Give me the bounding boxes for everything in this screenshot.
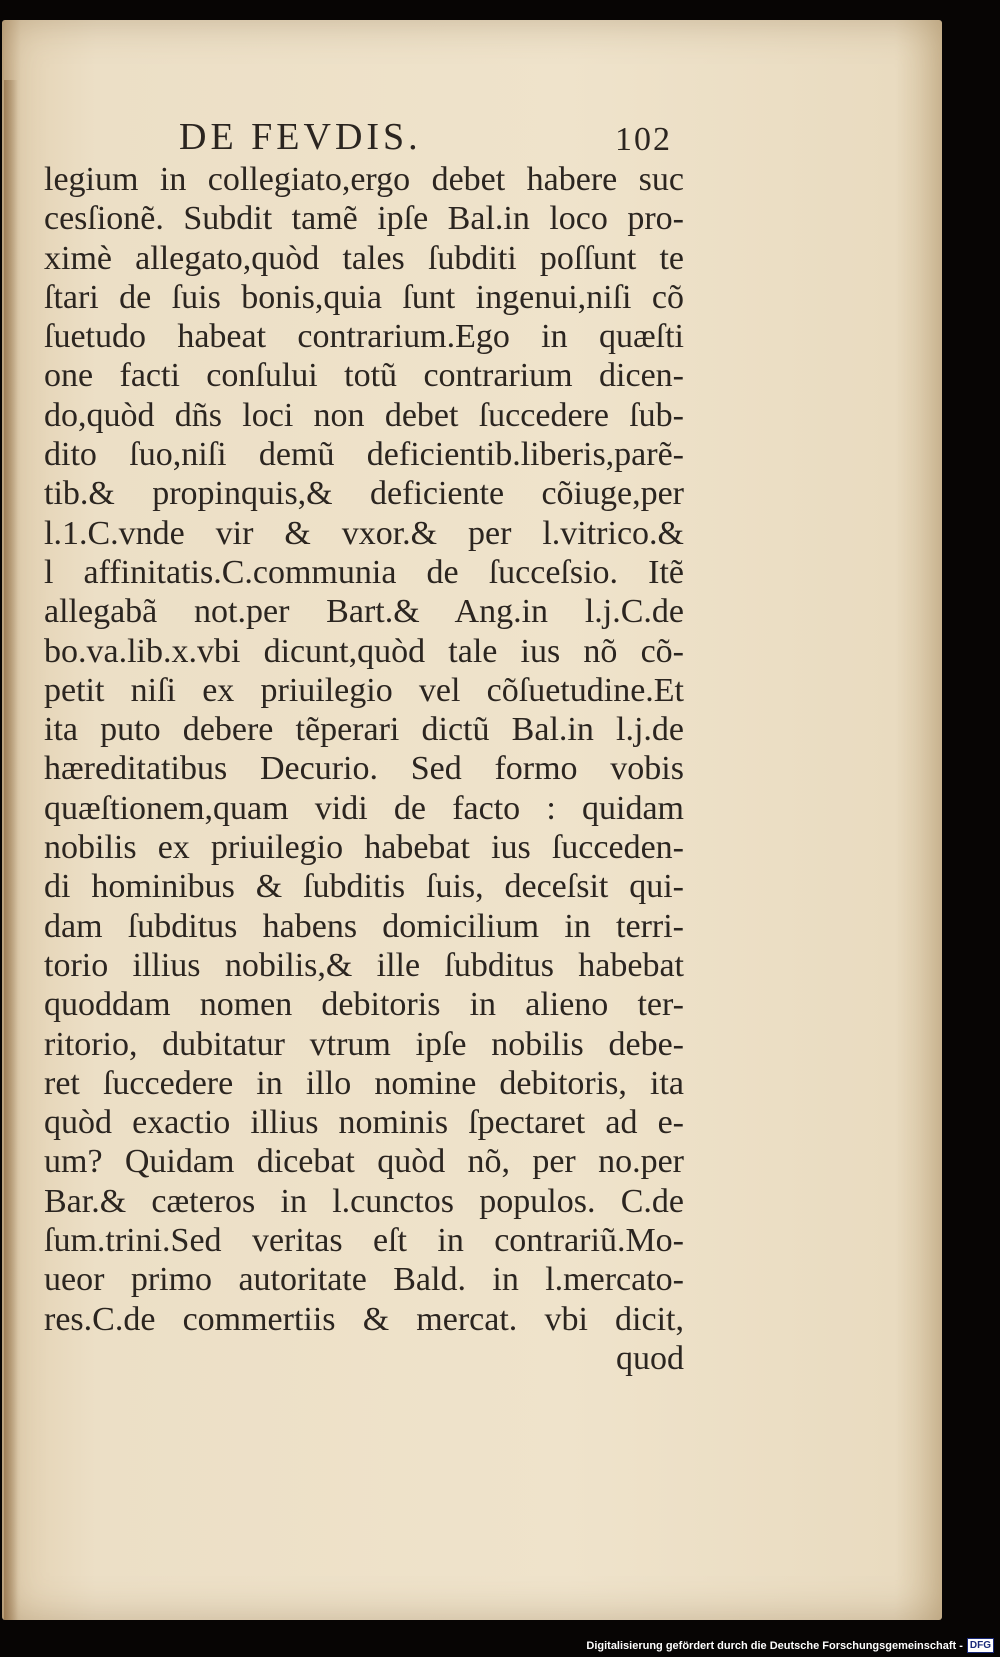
text-line: um? Quidam dicebat quòd nõ, per no.per: [44, 1143, 684, 1181]
footer-credit: Digitalisierung gefördert durch die Deutsche Forschungsgemeinschaft -: [586, 1639, 963, 1652]
text-line: petit niſi ex priuilegio vel cõſuetudine.Et: [44, 671, 684, 709]
digitization-footer: [586, 1638, 994, 1653]
text-line: res.C.de commertiis & mercat. vbi dicit,: [44, 1300, 684, 1338]
text-line: bo.va.lib.x.vbi dicunt,quòd tale ius nõ cõ-: [44, 632, 684, 670]
text-line: hæreditatibus Decurio. Sed formo vobis: [44, 750, 684, 788]
text-line: quæſtionem,quam vidi de facto : quidam: [44, 789, 684, 827]
text-line: l.1.C.vnde vir & vxor.& per l.vitrico.&: [44, 514, 684, 552]
text-line: allegabã not.per Bart.& Ang.in l.j.C.de: [44, 593, 684, 631]
text-line: ret ſuccedere in illo nomine debitoris, ita: [44, 1064, 684, 1102]
text-line: di hominibus & ſubditis ſuis, deceſsit qui-: [44, 868, 684, 906]
text-line: ſum.trini.Sed veritas eſt in contrariũ.Mo-: [44, 1222, 684, 1260]
dfg-logo: DFG: [967, 1638, 994, 1653]
running-title: DE FEVDIS.: [179, 116, 422, 158]
text-line: nobilis ex priuilegio habebat ius ſucceden-: [44, 829, 684, 867]
catchword: quod: [616, 1339, 684, 1377]
text-line: ſtari de ſuis bonis,quia ſunt ingenui,niſi cõ: [44, 278, 684, 316]
page-text-block: [44, 118, 684, 1378]
text-line: ueor primo autoritate Bald. in l.mercato-: [44, 1261, 684, 1299]
text-line: ita puto debere tẽperari dictũ Bal.in l.j.de: [44, 711, 684, 749]
text-line: quòd exactio illius nominis ſpectaret ad e-: [44, 1104, 684, 1142]
body-text: [44, 160, 684, 1339]
text-line: one facti conſului totũ contrarium dicen-: [44, 357, 684, 395]
text-line: legium in collegiato,ergo debet habere suc: [44, 161, 684, 198]
text-line: torio illius nobilis,& ille ſubditus habebat: [44, 946, 684, 984]
text-line: dito ſuo,niſi demũ deficientib.liberis,parẽ-: [44, 436, 684, 474]
text-line: quoddam nomen debitoris in alieno ter-: [44, 986, 684, 1024]
text-line: tib.& propinquis,& deficiente cõiuge,per: [44, 475, 684, 513]
text-line: dam ſubditus habens domicilium in terri-: [44, 907, 684, 945]
text-line: ſuetudo habeat contrarium.Ego in quæſti: [44, 318, 684, 356]
text-line: ximè allegato,quòd tales ſubditi poſſunt te: [44, 239, 684, 277]
page-edge-shadow: [4, 80, 18, 1620]
text-line: cesſionẽ. Subdit tamẽ ipſe Bal.in loco pro-: [44, 200, 684, 238]
text-line: ritorio, dubitatur vtrum ipſe nobilis debe-: [44, 1025, 684, 1063]
page-number: 102: [615, 121, 672, 158]
text-line: l affinitatis.C.communia de ſucceſsio. Itẽ: [44, 553, 684, 591]
running-header: [44, 118, 684, 160]
text-line: Bar.& cæteros in l.cunctos populos. C.de: [44, 1182, 684, 1220]
text-line: do,quòd dñs loci non debet ſuccedere ſub-: [44, 396, 684, 434]
